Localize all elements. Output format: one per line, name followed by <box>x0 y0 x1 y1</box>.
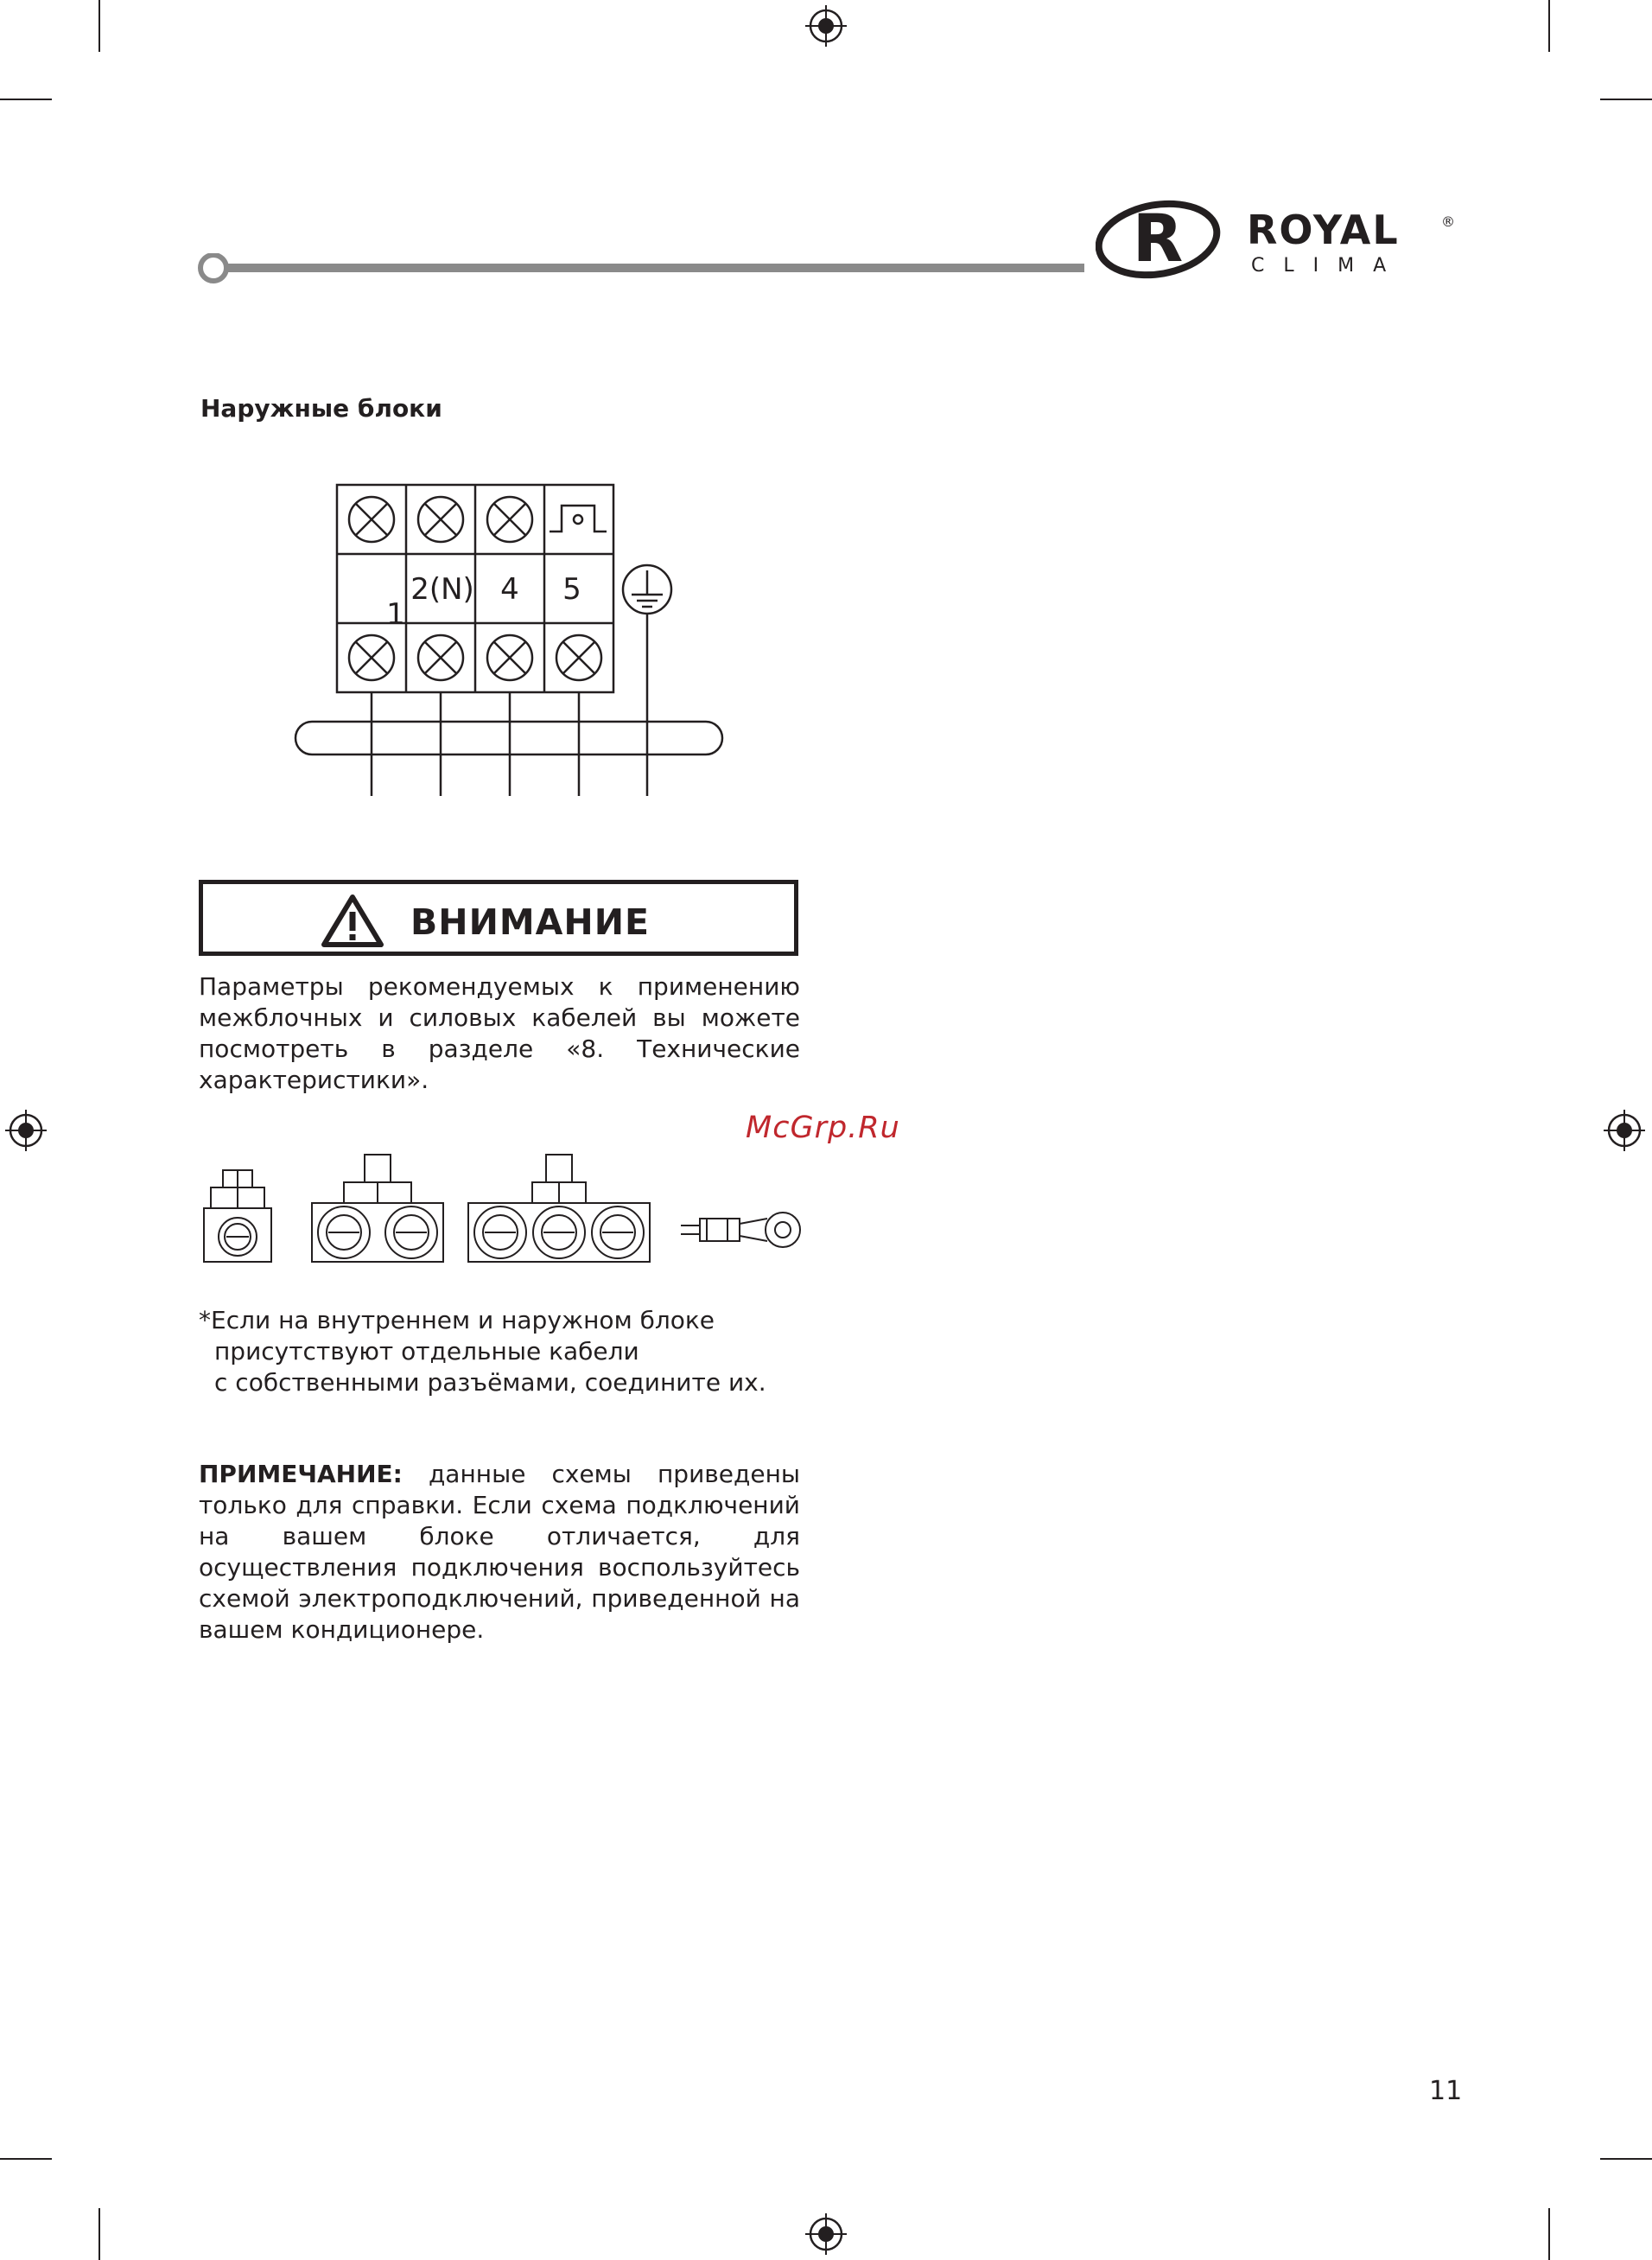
crop-mark <box>1600 99 1652 100</box>
footnote-line: с собственными разъёмами, соедините их. <box>214 1368 766 1397</box>
header-rule <box>194 253 1084 284</box>
terminal-label: 5 <box>562 572 581 607</box>
connector-illustrations <box>199 1149 804 1270</box>
crop-mark <box>0 2158 52 2160</box>
screw-icon <box>349 497 394 542</box>
registration-mark-icon <box>5 1110 47 1151</box>
crop-mark <box>98 0 100 52</box>
note-text: данные схемы приведены только для справки. Если схема подключений на вашем блоке отличается, для осуществления подключения воспользуйтесь схемой электроподключений, приведенной на вашем кондиционере. <box>199 1460 800 1644</box>
footnote-line: *Если на внутреннем и наружном блоке <box>199 1306 715 1334</box>
terminal-label: 1 <box>386 597 405 632</box>
crop-mark <box>0 99 52 100</box>
logo-mark-icon <box>1096 197 1223 283</box>
section-heading: Наружные блоки <box>200 394 442 423</box>
watermark: McGrp.Ru <box>746 1111 900 1145</box>
page-number: 11 <box>1429 2076 1463 2106</box>
connector-2pin-icon <box>312 1155 443 1262</box>
ring-terminal-icon <box>681 1213 800 1247</box>
connector-1pin-icon <box>204 1170 271 1262</box>
terminal-label: 2(N) <box>410 572 474 607</box>
note-paragraph <box>199 1459 800 1646</box>
warning-text: Параметры рекомендуемых к применению межблочных и силовых кабелей вы можете посмотреть в разделе «8. Технические характеристики». <box>199 972 800 1094</box>
screw-icon <box>487 635 532 680</box>
screw-icon <box>556 635 601 680</box>
crop-mark <box>1548 0 1550 52</box>
registration-mark-icon <box>805 2213 847 2255</box>
note-label: ПРИМЕЧАНИЕ: <box>199 1460 403 1488</box>
registered-mark: ® <box>1441 213 1455 230</box>
logo-letter: R <box>1132 200 1184 277</box>
footnote <box>199 1305 804 1398</box>
brand-logo <box>1096 197 1458 283</box>
crop-mark <box>1548 2208 1550 2260</box>
screw-icon <box>418 635 463 680</box>
screw-icon <box>349 635 394 680</box>
warning-title: ВНИМАНИЕ <box>410 901 651 943</box>
screw-icon <box>418 497 463 542</box>
brand-sub: CLIMA <box>1251 255 1406 277</box>
warning-box <box>199 880 798 956</box>
crop-mark <box>98 2208 100 2260</box>
ground-icon <box>623 565 671 614</box>
jumper-icon <box>550 506 607 532</box>
terminal-label: 4 <box>500 572 519 607</box>
registration-mark-icon <box>805 5 847 47</box>
crop-mark <box>1600 2158 1652 2160</box>
footnote-line: присутствуют отдельные кабели <box>214 1337 639 1366</box>
registration-mark-icon <box>1604 1110 1645 1151</box>
screw-icon <box>487 497 532 542</box>
connector-3pin-icon <box>468 1155 650 1262</box>
terminal-wiring-diagram <box>290 480 731 799</box>
warning-triangle-icon <box>321 893 384 948</box>
brand-name: ROYAL <box>1247 207 1400 253</box>
